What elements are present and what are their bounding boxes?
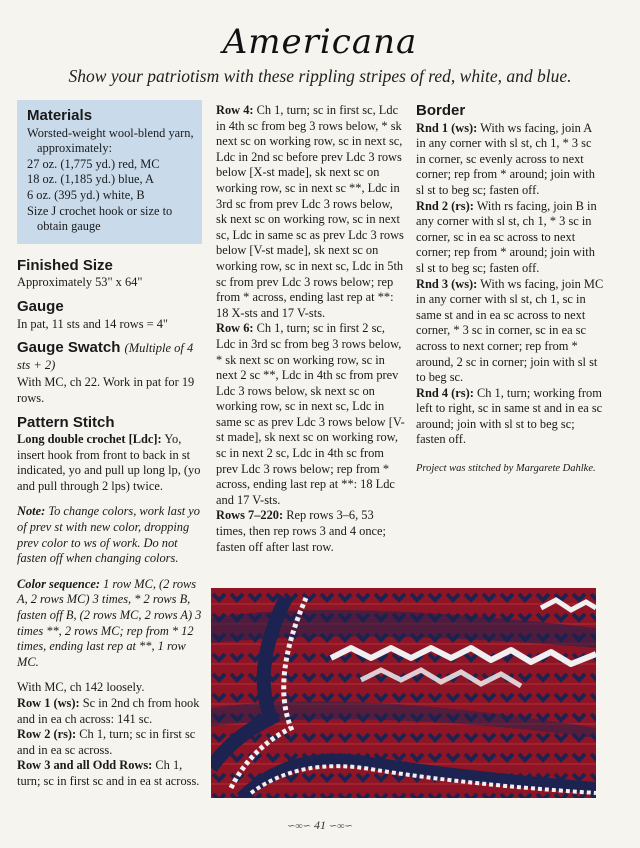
afghan-photo — [211, 588, 596, 798]
page-subtitle: Show your patriotism with these rippling stripes of red, white, and blue. — [68, 66, 572, 86]
start-text: With MC, ch 142 loosely. — [17, 680, 145, 695]
border-heading: Border — [416, 102, 466, 119]
afghan-illustration — [211, 588, 596, 798]
rows7-paragraph — [216, 508, 406, 555]
page-number — [0, 818, 640, 833]
note-text: To change colors, work last yo of prev st with new color, dropping prev color to ws of work. Do not fasten off when changing colors. — [17, 504, 200, 566]
rnd3-text: With ws facing, join MC in any corner with sl st, ch 1, sc in same st and in ea sc across to next corner, * 3 sc in corner, sc in ea sc across to next corner; rep from * around, 2 sc in corner; join with sl st to beg sc. — [416, 276, 604, 385]
row3-label: Row 3 and all Odd Rows: — [17, 758, 153, 773]
note-label: Note: — [17, 504, 46, 519]
pattern-stitch-term: Long double crochet [Ldc]: — [17, 432, 162, 447]
gauge-text: In pat, 11 sts and 14 rows = 4" — [17, 316, 168, 331]
materials-heading: Materials — [27, 107, 93, 124]
note-paragraph — [17, 504, 202, 566]
color-sequence-paragraph — [17, 577, 202, 671]
page-number-text: 41 — [314, 818, 326, 832]
gauge-swatch-note: (Multiple of 4 sts + 2) — [17, 341, 194, 372]
right-column — [416, 103, 604, 475]
gauge-swatch-text: With MC, ch 22. Work in pat for 19 rows. — [17, 375, 195, 405]
color-sequence-text: 1 row MC, (2 rows A, 2 rows MC) 3 times, * 2 rows B, fasten off B, (2 rows MC, 2 rows A) 3 times **, 2 rows MC; rep from * 12 times, ending last rep at **, 1 row MC. — [17, 576, 202, 669]
left-column — [17, 100, 202, 790]
row6-paragraph — [216, 321, 406, 508]
rnd2-paragraph — [416, 199, 604, 277]
pattern-stitch-text — [17, 432, 202, 494]
rnd3-label: Rnd 3 (ws): — [416, 276, 478, 291]
materials-line: Worsted-weight wool-blend yarn, approximately: — [27, 125, 194, 156]
row1-label: Row 1 (ws): — [17, 696, 80, 710]
gauge-swatch-title: Gauge Swatch — [17, 339, 121, 357]
color-sequence-label: Color sequence: — [17, 576, 100, 591]
ornament-right: ∽∞∽ — [329, 821, 353, 832]
row2-paragraph — [17, 727, 202, 758]
gauge-heading: Gauge — [17, 297, 64, 315]
rnd4-label: Rnd 4 (rs): — [416, 385, 474, 400]
materials-box — [17, 100, 202, 244]
rnd2-text: With rs facing, join B in any corner with sl st, ch 1, * 3 sc in corner, sc in ea sc across to next corner; rep from * around; join with sl st to beg sc; fasten off. — [416, 198, 597, 275]
row1-text: Sc in 2nd ch from hook and in ea ch across: 141 sc. — [17, 696, 200, 726]
row6-text: Ch 1, turn; sc in first 2 sc, Ldc in 3rd sc from beg 3 rows below, * sk next sc on working row, sc in next 2 sc **, Ldc in 4th sc from prev Ldc 3 rows below, sk next sc on working row, sc in next sc, Ldc in same sc as prev Ldc 3 rows below [V-st made], sk next sc on working row, sc in next 2 sc, Ldc in 4th sc from prev Ldc 3 rows below; rep from * across, ending last rep at **: 18 Ldc and 17 V-sts. — [216, 321, 405, 507]
row2-label: Row 2 (rs): — [17, 727, 77, 742]
ornament-left: ∽∞∽ — [287, 821, 311, 832]
rows7-text: Rep rows 3–6, 53 times, then rep rows 3 and 4 once; fasten off after last row. — [216, 508, 386, 554]
project-credit: Project was stitched by Margarete Dahlke. — [416, 463, 596, 475]
row1-paragraph — [17, 696, 202, 727]
row2-text: Ch 1, turn; sc in first sc and in ea sc across. — [17, 727, 196, 757]
row4-paragraph — [216, 103, 406, 321]
row6-label: Row 6: — [216, 321, 254, 336]
materials-line: 6 oz. (395 yd.) white, B — [27, 187, 145, 202]
rows7-label: Rows 7–220: — [216, 508, 284, 523]
finished-size-text: Approximately 53" x 64" — [17, 275, 143, 290]
materials-line: 27 oz. (1,775 yd.) red, MC — [27, 156, 160, 171]
pattern-stitch-body: Yo, insert hook from front to back in st indicated, yo and pull up long lp, (yo and pull through 2 lps) twice. — [17, 432, 201, 493]
row4-text: Ch 1, turn; sc in first sc, Ldc in 4th sc from beg 3 rows below, * sk next sc on working row, sc in next sc, Ldc in 2nd sc before prev Ldc 3 rows below [X-st made], sk next sc on working row, sc in next sc **, Ldc in 3rd sc from prev Ldc 3 rows below, sk next sc on working row, sc in next sc, Ldc in same sc as prev Ldc 3 rows below [V-st made], sk next sc on working row, sc in next sc, Ldc in 5th sc from prev Ldc 3 rows below; rep from * across, ending last rep at **: 18 X-sts and 17 V-sts. — [216, 103, 404, 320]
row3-paragraph — [17, 758, 202, 789]
rnd1-text: With ws facing, join A in any corner with sl st, ch 1, * 3 sc in corner, sc evenly across to next corner; rep from * around; join with sl st to beg sc; fasten off. — [416, 120, 595, 197]
materials-line: Size J crochet hook or size to obtain gauge — [27, 203, 173, 234]
middle-column — [216, 103, 406, 555]
page-title: Americana — [222, 22, 418, 62]
pattern-stitch-heading: Pattern Stitch — [17, 413, 115, 431]
rnd4-text: Ch 1, turn; working from left to right, sc in same st and in ea sc around; join with sl st to beg sc; fasten off. — [416, 385, 603, 447]
finished-size-heading: Finished Size — [17, 256, 113, 274]
rnd3-paragraph — [416, 277, 604, 386]
rnd2-label: Rnd 2 (rs): — [416, 198, 474, 213]
gauge-swatch-heading — [17, 340, 202, 373]
row3-text: Ch 1, turn; sc in first sc and in ea st across. — [17, 758, 200, 788]
rnd1-paragraph — [416, 121, 604, 199]
rnd4-paragraph — [416, 386, 604, 448]
row4-label: Row 4: — [216, 103, 254, 117]
materials-line: 18 oz. (1,185 yd.) blue, A — [27, 172, 154, 187]
rnd1-label: Rnd 1 (ws): — [416, 120, 478, 135]
